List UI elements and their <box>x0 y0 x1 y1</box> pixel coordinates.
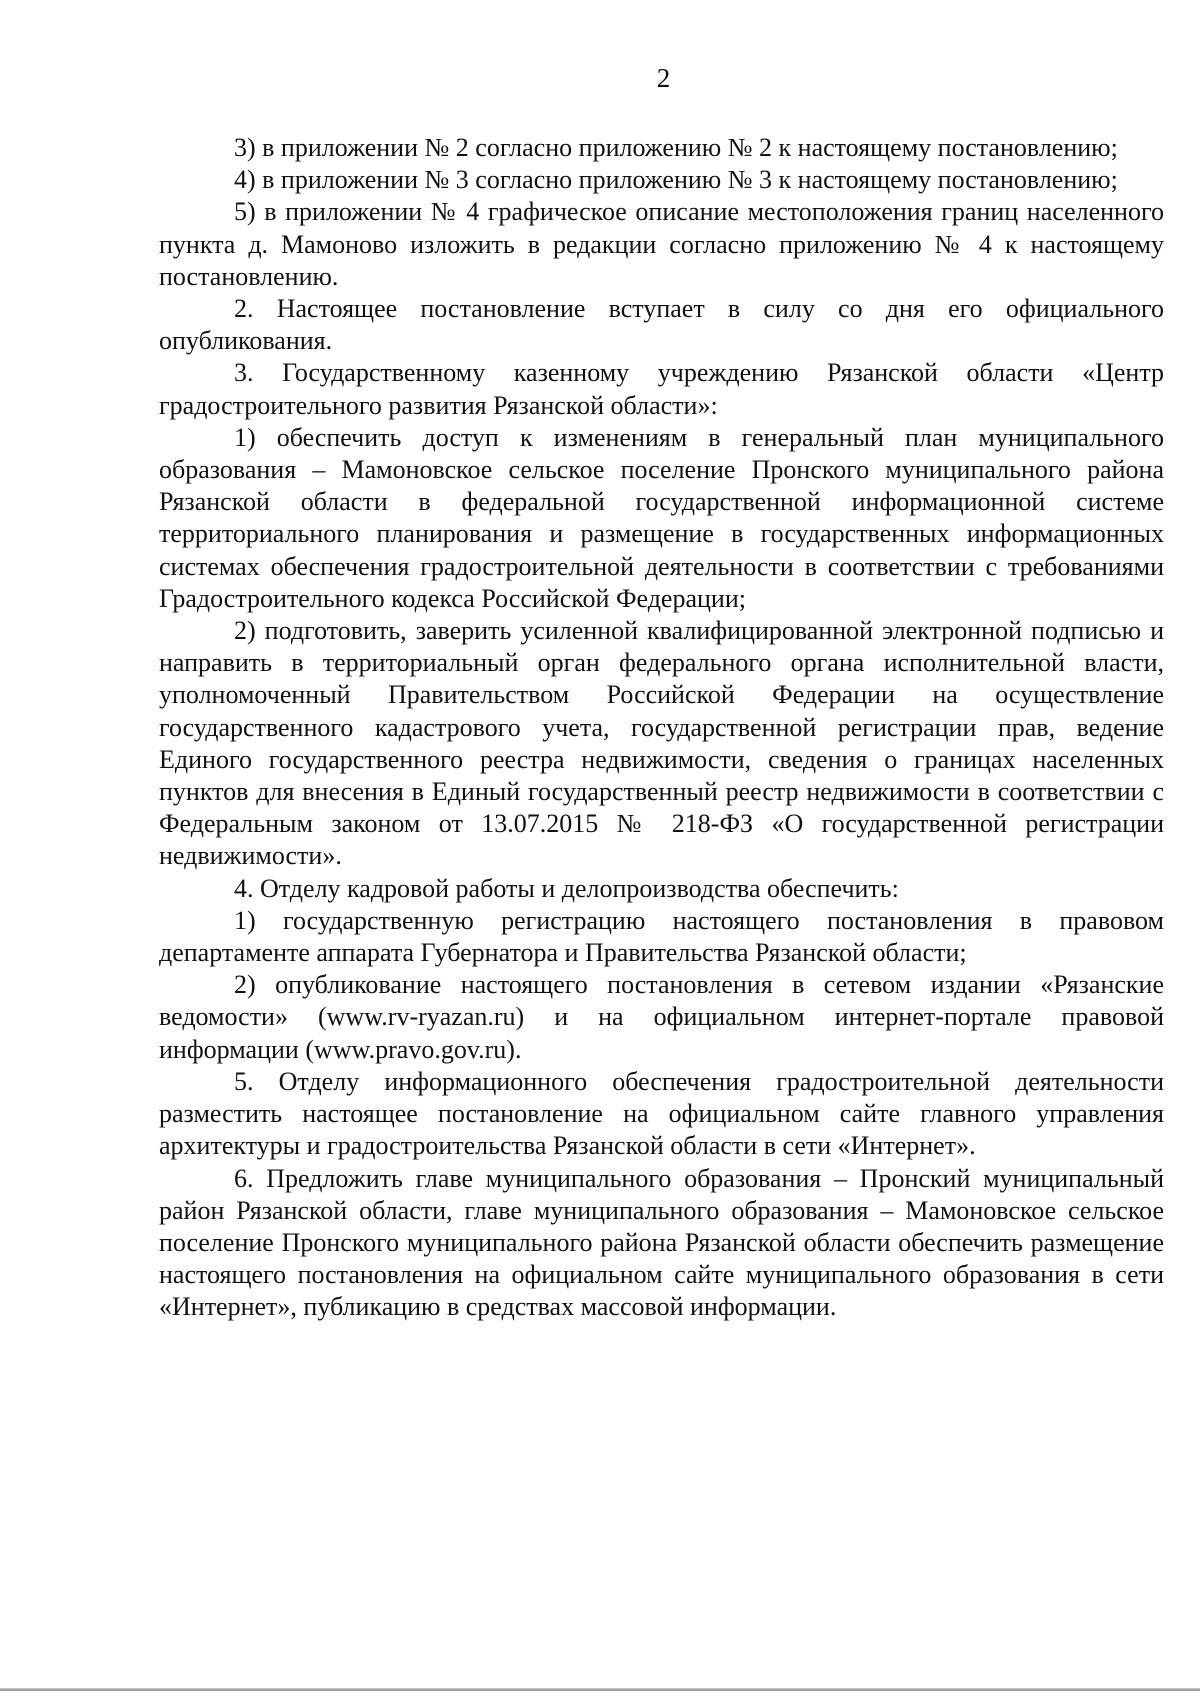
page-number: 2 <box>656 63 671 93</box>
paragraph-appendix-3: 4) в приложении № 3 согласно приложению № 3 к настоящему постановлению; <box>234 165 1118 195</box>
paragraph-effective-date: 2. Настоящее постановление вступает в силу со дня его официального опубликования. <box>159 294 1164 356</box>
paragraph-publication: 2) опубликование настоящего постановления в сетевом издании «Рязанские ведомости» (www.rv-ryazan.ru) и на официальном интернет-портале правовой информации (www.pravo.gov.ru). <box>159 970 1164 1064</box>
paragraph-appendix-2: 3) в приложении № 2 согласно приложению № 2 к настоящему постановлению; <box>234 133 1118 162</box>
document-body <box>159 132 1164 1324</box>
paragraph-municipal-heads: 6. Предложить главе муниципального образования – Пронский муниципальный район Рязанской области, главе муниципального образования – Мамоновское сельское поселение Пронского муниципального района Рязанской области обеспечить размещение настоящего постановления на официальном сайте муниципального образования в сети «Интернет», публикацию в средствах массовой информации. <box>159 1163 1164 1322</box>
bottom-page-rule <box>0 1688 1200 1691</box>
paragraph-prepare-signature: 2) подготовить, заверить усиленной квалифицированной электронной подписью и направить в территориальный орган федерального органа исполнительной власти, уполномоченный Правительством Российской Федерации на осуществление государственного кадастрового учета, государственной регистрации прав, ведение Единого государственного реестра недвижимости, сведения о границах населенных пунктов для внесения в Единый государственный реестр недвижимости в соответствии с Федеральным законом от 13.07.2015 № 218-ФЗ «О государственной регистрации недвижимости». <box>159 616 1164 871</box>
paragraph-access-general-plan: 1) обеспечить доступ к изменениям в генеральный план муниципального образования – Мамоновское сельское поселение Пронского муниципального района Рязанской области в федеральной государственной информационной системе территориального планирования и размещение в государственных информационных системах обеспечения градостроительной деятельности в соответствии с требованиями Градостроительного кодекса Российской Федерации; <box>159 422 1164 613</box>
paragraph-appendix-4: 5) в приложении № 4 графическое описание местоположения границ населенного пункта д. Мамоново изложить в редакции согласно приложению № 4 к настоящему постановлению. <box>159 197 1164 291</box>
paragraph-center-instructions: 3. Государственному казенному учреждению Рязанской области «Центр градостроительного развития Рязанской области»: <box>159 358 1164 420</box>
paragraph-state-registration: 1) государственную регистрацию настоящего постановления в правовом департаменте аппарата Губернатора и Правительства Рязанской области; <box>159 905 1164 968</box>
paragraph-personnel-department: 4. Отделу кадровой работы и делопроизводства обеспечить: <box>234 873 899 903</box>
paragraph-information-support: 5. Отделу информационного обеспечения градостроительной деятельности разместить настоящее постановление на официальном сайте главного управления архитектуры и градостроительства Рязанской области в сети «Интернет». <box>159 1066 1164 1161</box>
